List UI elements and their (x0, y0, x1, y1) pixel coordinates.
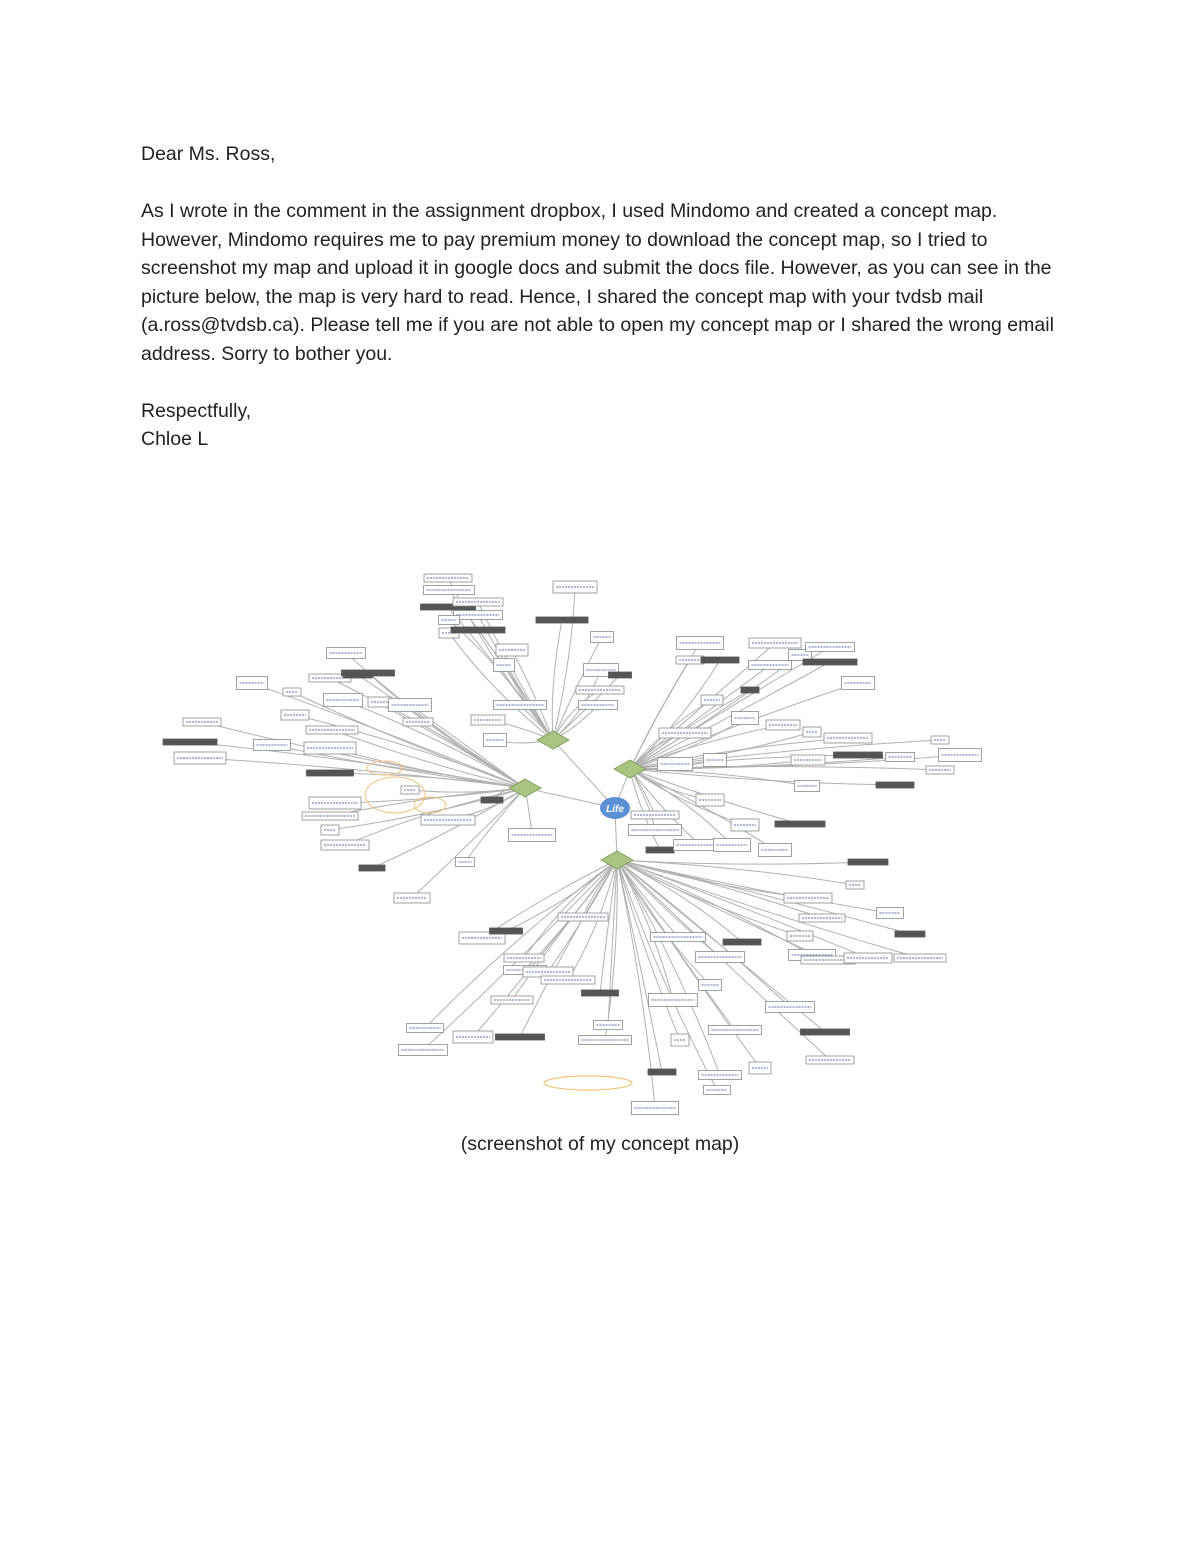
letter-closing: Respectfully, (141, 399, 252, 422)
concept-link (410, 788, 525, 792)
concept-node (775, 821, 825, 827)
concept-link (617, 860, 720, 1075)
concept-node (359, 865, 385, 871)
concept-link (630, 647, 830, 769)
main-branch-link (553, 740, 615, 808)
concept-link (630, 769, 655, 830)
concept-link (512, 650, 553, 740)
figure-caption: (screenshot of my concept map) (460, 1133, 740, 1155)
letter-signature: Chloe L (141, 428, 209, 450)
highlight-ellipse (365, 777, 425, 813)
concept-link (482, 860, 617, 938)
concept-node (536, 617, 588, 623)
concept-node (848, 859, 888, 865)
concept-node (648, 1069, 676, 1075)
concept-node (876, 782, 914, 788)
concept-node (658, 758, 693, 771)
concept-node (496, 1034, 545, 1040)
center-node-label: Life (606, 804, 624, 815)
concept-node (163, 739, 217, 745)
concept-link (410, 705, 525, 788)
letter-body: As I wrote in the comment in the assignment dropbox, I used Mindomo and created a concept map. However, Mindomo requires me to pay premium money to download the concept map, so I tried to screenshot my map and upload it in google docs and submit the docs file. However, as you can see in the picture below, the map is very hard to read. Hence, I shared the concept map with your tvdsb mail (a.ross@tvdsb.ca). Please tell me if you are not able to open my concept map or I shared the wrong email address. Sorry to bother you. (141, 200, 1054, 365)
concept-link (412, 788, 525, 898)
concept-node (803, 659, 857, 665)
concept-map-nodes (163, 574, 982, 1115)
concept-node (895, 931, 925, 937)
letter (141, 140, 1071, 454)
concept-node (741, 687, 759, 693)
concept-map-links (190, 578, 960, 1108)
concept-link (553, 587, 575, 740)
letter-greeting: Dear Ms. Ross, (141, 143, 276, 165)
concept-node (723, 939, 761, 945)
concept-node (481, 797, 503, 803)
highlight-ellipse (544, 1076, 632, 1090)
concept-node (451, 627, 505, 633)
concept-node (307, 770, 354, 776)
concept-node (701, 657, 739, 663)
concept-link (617, 860, 742, 942)
concept-node (834, 752, 883, 758)
concept-node (646, 847, 674, 853)
concept-link (617, 860, 808, 898)
concept-node (801, 1029, 850, 1035)
concept-node (582, 990, 619, 996)
concept-link (617, 860, 717, 1090)
concept-map-screenshot (150, 560, 1000, 1120)
concept-node (342, 670, 395, 676)
concept-link (600, 860, 617, 993)
concept-node (490, 928, 523, 934)
concept-node (609, 672, 632, 678)
highlight-ellipse (414, 797, 446, 813)
concept-map-center (600, 797, 630, 819)
